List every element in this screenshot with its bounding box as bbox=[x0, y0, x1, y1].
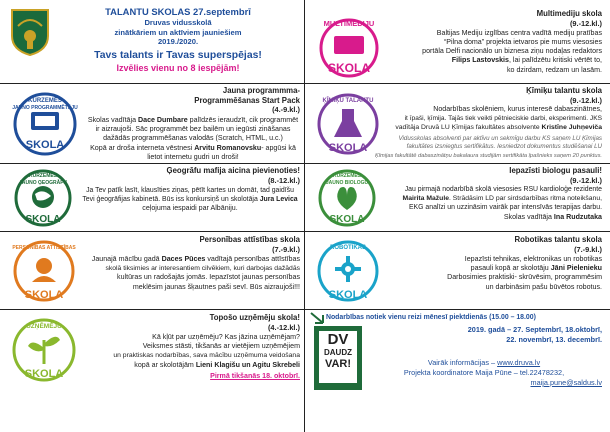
dv-logo-mid: DAUDZ bbox=[324, 348, 352, 357]
biology-body bbox=[384, 185, 602, 222]
geography-line3: ceļojuma iespaidi par Albāniju. bbox=[142, 204, 238, 213]
header-year: 2019./2020. bbox=[157, 37, 199, 47]
multimedia-line4: , lai palīdzētu kritiski vērtēt to, bbox=[508, 56, 602, 65]
chemistry-logo-skola: SKOLA bbox=[328, 142, 368, 154]
biology-text: . Strādāsim LD par sirdsdarbības ritma noteikšanu, bbox=[449, 195, 602, 203]
robotics-logo-skola: SKOLA bbox=[328, 289, 368, 301]
personal-logo-icon bbox=[8, 236, 80, 306]
programming-guest-name: Arvitu Romanovsku bbox=[194, 143, 262, 152]
biology-logo-skola: SKOLA bbox=[329, 214, 365, 225]
chemistry-teacher-name: Kristīne Juhņeviča bbox=[541, 124, 602, 132]
personal-logo-text: PERSONĪBAS ATTĪSTĪBAS bbox=[12, 245, 76, 251]
divider bbox=[0, 309, 304, 310]
robotics-body bbox=[384, 255, 602, 292]
biology-logo-text: JAUNO BIOLOGU bbox=[325, 180, 369, 186]
footer-dates bbox=[366, 325, 602, 345]
geography-body bbox=[80, 186, 300, 214]
geography-text: Tevi ģeogrāfijas kabinetā. Būs iss konkursiņš un skolotāja bbox=[82, 196, 260, 204]
dv-logo bbox=[314, 326, 362, 390]
biology-line3: EKG analīzi un uzzināsim vairāk par intensīvās terapijas darbu. bbox=[408, 204, 602, 212]
biology-title: Iepazīsti biologu pasauli! bbox=[509, 166, 602, 175]
header bbox=[58, 6, 298, 74]
header-choose: Izvēlies vienu no 8 iespējām! bbox=[116, 62, 240, 73]
geography-logo-icon bbox=[8, 166, 78, 230]
chemistry-body bbox=[386, 105, 602, 133]
robotics-line4: un darbināsim pašu būvētos robotus. bbox=[485, 282, 602, 291]
biology-logo-top: KURZEMES bbox=[332, 173, 362, 179]
programming-body bbox=[86, 116, 300, 162]
personal-logo-skola: SKOLA bbox=[24, 289, 64, 301]
footer-contacts bbox=[366, 358, 602, 388]
personal-section bbox=[84, 235, 300, 254]
chemistry-section bbox=[388, 86, 602, 105]
programming-text: - apgūsi kā bbox=[261, 143, 296, 152]
robotics-logo-text: ROBOTIKAS bbox=[330, 245, 366, 251]
entrepreneur-grade: (4.-12.kl.) bbox=[267, 322, 300, 332]
personal-teacher-name: Daces Pūces bbox=[161, 255, 206, 263]
biology-text: Skolas vadītāja bbox=[503, 212, 554, 221]
divider bbox=[304, 163, 610, 164]
arrow-icon bbox=[310, 312, 324, 324]
multimedia-logo-icon bbox=[312, 12, 386, 78]
robotics-teacher-name: Jāni Pielenieku bbox=[550, 264, 602, 273]
programming-logo-top: KURZEMES bbox=[28, 98, 62, 104]
divider bbox=[304, 231, 610, 232]
divider bbox=[0, 163, 304, 164]
robotics-logo-icon bbox=[312, 236, 384, 306]
personal-line3: kultūras un radošajās jomās. Iepazīstot jaunas personības bbox=[117, 273, 300, 282]
geography-title: Ģeogrāfu mafija aicina pievienoties! bbox=[166, 166, 300, 175]
footer-coordinator: Projekta koordinatore Maija Pūne – tel.22478232, bbox=[403, 368, 565, 377]
geography-logo-skola: SKOLA bbox=[25, 214, 61, 225]
geography-teacher-name: Jura Levica bbox=[259, 196, 298, 204]
entrepreneur-teacher-names: Lieni Klagišu un Agitu Skrebeli bbox=[195, 360, 300, 369]
chemistry-text: vadītāja Druvā LU Ķīmijas fakultātes absolvente bbox=[395, 124, 542, 132]
chemistry-logo-text: ĶĪMIĶU TALANTU bbox=[322, 98, 374, 104]
chemistry-note-line3: Ķīmijas fakultātē dabaszinātņu bakalaura studijām sertifikāta īpašnieks saņem 20 punktus. bbox=[375, 152, 602, 159]
entrepreneur-logo-text: UZŅĒMĒJU bbox=[26, 323, 62, 330]
biology-grade: (9.-12.kl.) bbox=[569, 175, 602, 185]
divider bbox=[0, 231, 304, 232]
programming-title1: Jauna programmma- bbox=[222, 86, 300, 95]
programming-line5: lietot internetu gudri un droši! bbox=[147, 152, 239, 161]
programming-grade: (4.-9.kl.) bbox=[272, 105, 300, 115]
divider bbox=[0, 83, 304, 84]
multimedia-title: Multimediju skola bbox=[536, 9, 602, 18]
geography-logo-text: JAUNO ĢEOGRĀFU bbox=[19, 180, 67, 186]
personal-title: Personības attīstības skola bbox=[199, 235, 300, 244]
entrepreneur-line1: Kā kļūt par uzņēmēju? Kas jāzina uzņēmējam? bbox=[152, 333, 300, 341]
druva-crest-icon bbox=[10, 8, 50, 56]
entrepreneur-line3: un praktiskas nodarbības, sava mācību uzņēmuma veidošana bbox=[113, 352, 300, 360]
geography-line1: Ja Tev patīk lasīt, klausīties ziņas, pētīt kartes un domāt, tad gaidīšu bbox=[86, 187, 294, 194]
footer-banner: Nodarbības notiek vienu reizi mēnesī piektdienās (15.00 – 18.00) bbox=[326, 314, 536, 321]
multimedia-grade: (9.-12.kl.) bbox=[569, 18, 602, 28]
chemistry-line2: it īpaši, ķīmija. Tajās tiek veikti pētnieciskie darbi, eksperimenti. JKS bbox=[404, 115, 602, 123]
personal-line4: meklēsim jaunas šķautnes paši sevī. Būs aizraujoši!!! bbox=[132, 282, 300, 291]
chemistry-grade: (9.-12.kl.) bbox=[569, 95, 602, 105]
biology-section bbox=[388, 166, 602, 185]
email-link[interactable]: maija.pune@saldus.lv bbox=[530, 378, 602, 387]
footer-banner-wrap bbox=[326, 313, 608, 322]
geography-logo-top: KURZEMES bbox=[28, 173, 58, 179]
multimedia-logo-text: MULTIMEDIJU bbox=[323, 19, 375, 28]
geography-section bbox=[82, 166, 300, 185]
multimedia-line2: “Pilna doma” projekta ietvaros pie mums viesosies bbox=[443, 38, 602, 46]
entrepreneur-logo-skola: SKOLA bbox=[24, 368, 64, 380]
personal-text: Jaunajā mācību gadā bbox=[91, 255, 162, 263]
geography-grade: (8.-12.kl.) bbox=[267, 175, 300, 185]
chemistry-title: Ķīmiķu talantu skola bbox=[526, 86, 602, 95]
robotics-section bbox=[388, 235, 602, 254]
website-link[interactable]: www.druva.lv bbox=[497, 358, 541, 367]
programming-line3: dažādās programmēšanas valodās (Scratch, HTML, u.c.) bbox=[103, 134, 283, 143]
programming-title2: Programmēšanas Start Pack bbox=[194, 95, 300, 105]
footer-more-label: Vairāk informācijas – bbox=[427, 358, 498, 367]
chemistry-note-line2: fakultātes izsniegtus sertifikātus. Iesniedzot dokumentus studēšanai LU bbox=[406, 143, 602, 151]
divider bbox=[304, 309, 610, 310]
divider bbox=[304, 83, 610, 84]
dv-logo-bot: VAR! bbox=[324, 358, 352, 370]
robotics-line1: Iepazīsti tehnikas, elektronikas un robotikas bbox=[464, 255, 602, 263]
biology-teacher-name: Ina Rudzutaka bbox=[553, 212, 602, 221]
vertical-divider bbox=[304, 0, 305, 432]
entrepreneur-first-meeting: Pirmā tikšanās 18. oktobrī. bbox=[210, 371, 300, 380]
header-subtitle: Druvas vidusskolā bbox=[144, 18, 212, 27]
programming-teacher-name: Dace Dumbare bbox=[138, 116, 188, 124]
programming-logo-skola: SKOLA bbox=[25, 139, 65, 151]
dv-logo-top: DV bbox=[327, 331, 349, 348]
chemistry-line1: Nodarbības skolēniem, kurus interesē dabaszinātnes, bbox=[433, 105, 602, 113]
multimedia-line1: Baltijas Mediju izglības centra vadītā mediju pratības bbox=[436, 28, 602, 37]
chemistry-note bbox=[312, 135, 602, 160]
header-slogan: Tavs talants ir Tavas superspējas! bbox=[94, 49, 262, 61]
robotics-text: pasauli kopā ar skolotāju bbox=[470, 264, 551, 273]
programming-text: palīdzēs ieraudzīt, cik programmēt bbox=[187, 116, 299, 124]
programming-text: Kopā ar droša interneta vēstnesi bbox=[90, 143, 195, 152]
multimedia-line5: ko dzirdam, redzam un lasām. bbox=[506, 65, 602, 74]
programming-line2: ir aizraujoši. Sāc programmēt bez bailēm un iegūsti zināšanas bbox=[95, 125, 291, 134]
robotics-title: Robotikas talantu skola bbox=[514, 235, 602, 244]
personal-text: vadītajā personības attīstības bbox=[205, 255, 300, 263]
entrepreneur-line2: Veiksmes stāsti, tikšanās ar vietējiem uzņēmējiem bbox=[142, 342, 300, 351]
programming-logo-text: JAUNO PROGRAMMĒTĀJU bbox=[12, 105, 78, 111]
entrepreneur-title: Topošo uzņēmēju skola! bbox=[209, 313, 300, 322]
header-title: TALANTU SKOLAS 27.septembrī bbox=[105, 6, 251, 17]
robotics-line3: Darbosimies praktiski- skrūvēsim, programmēsim bbox=[447, 273, 602, 282]
multimedia-section bbox=[390, 9, 602, 75]
biology-logo-icon bbox=[312, 166, 382, 230]
personal-body bbox=[82, 255, 300, 292]
entrepreneur-body bbox=[82, 333, 300, 381]
header-line3: zinātkāriem un aktīviem jauniešiem bbox=[114, 27, 242, 37]
chemistry-note-line1: Vidusskolas absolventi par aktīvu un sekmīgu darbu KS saņem LU Ķīmijas bbox=[398, 135, 602, 142]
entrepreneur-text: kopā ar skolotājām bbox=[134, 360, 196, 369]
biology-guest-name: Mairita Mažule bbox=[402, 195, 449, 203]
entrepreneur-section bbox=[86, 313, 300, 332]
personal-grade: (7.-9.kl.) bbox=[272, 244, 300, 254]
multimedia-logo-skola: SKOLA bbox=[328, 61, 370, 75]
robotics-grade: (7.-9.kl.) bbox=[574, 244, 602, 254]
programming-text: Skolas vadītāja bbox=[87, 116, 138, 124]
entrepreneur-logo-icon bbox=[8, 314, 80, 386]
biology-line1: Jau pirmajā nodarbībā skolā viesosies RSU kardioloģe rezidente bbox=[404, 186, 602, 193]
programming-section bbox=[86, 86, 300, 114]
programming-logo-icon bbox=[8, 88, 82, 160]
multimedia-guest-name: Filips Lastovskis bbox=[451, 56, 509, 65]
footer-dates2: 22. novembrī, 13. decembrī. bbox=[506, 335, 602, 344]
multimedia-line3: portāla Delfi nacionālo un biznesa ziņu nodaļas redaktors bbox=[422, 47, 602, 56]
personal-line2: skolā tiksimies ar interesantiem cilvēkiem, kuri darbojas dažādās bbox=[105, 265, 300, 273]
footer-dates1: 2019. gadā – 27. Septembrī, 18.oktobrī, bbox=[467, 325, 602, 334]
